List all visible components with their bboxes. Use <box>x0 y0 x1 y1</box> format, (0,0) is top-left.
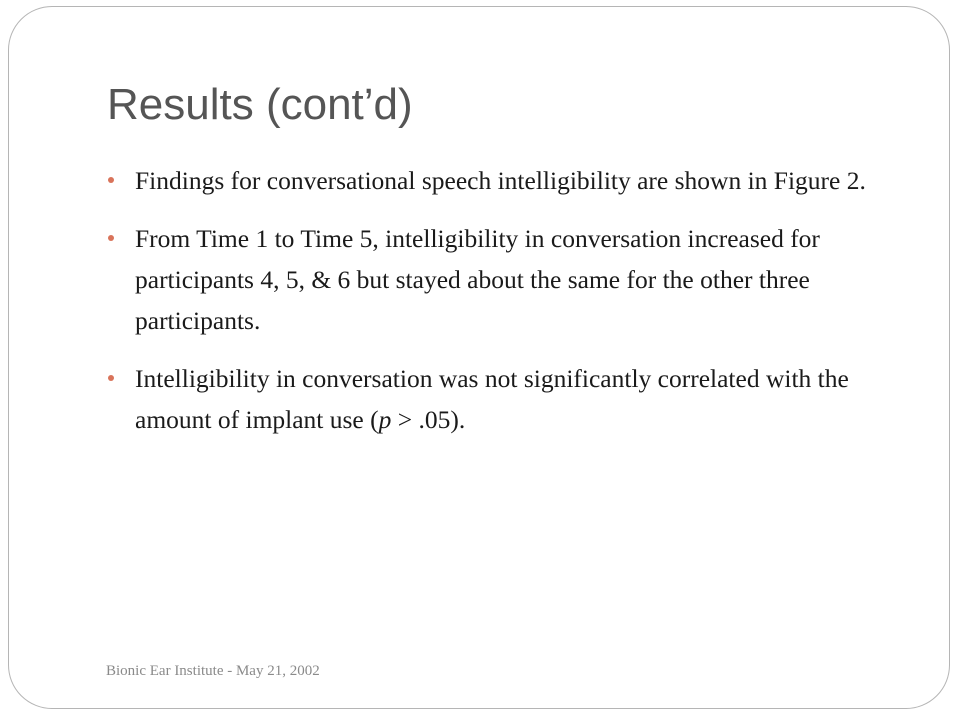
bullet-marker-icon <box>108 235 114 241</box>
p-value-symbol: p <box>378 405 392 434</box>
bullet-item <box>108 218 898 341</box>
bullet-marker-icon <box>108 375 114 381</box>
bullet-text: From Time 1 to Time 5, intelligibility in conversation increased for participants 4, 5, & 6 but stayed about the same for the other three participants. <box>135 224 820 335</box>
bullet-item <box>108 358 898 440</box>
bullet-item <box>108 160 898 201</box>
bullet-text-start: Intelligibility in conversation was not significantly correlated with the amount of implant use ( <box>135 364 849 434</box>
bullet-text: Findings for conversational speech intelligibility are shown in Figure 2. <box>135 166 866 195</box>
bullet-marker-icon <box>108 177 114 183</box>
bullet-text-end: > .05). <box>391 405 466 434</box>
bullet-list <box>108 160 898 457</box>
slide-title: Results (cont’d) <box>107 80 413 129</box>
slide-footer: Bionic Ear Institute - May 21, 2002 <box>106 663 320 679</box>
